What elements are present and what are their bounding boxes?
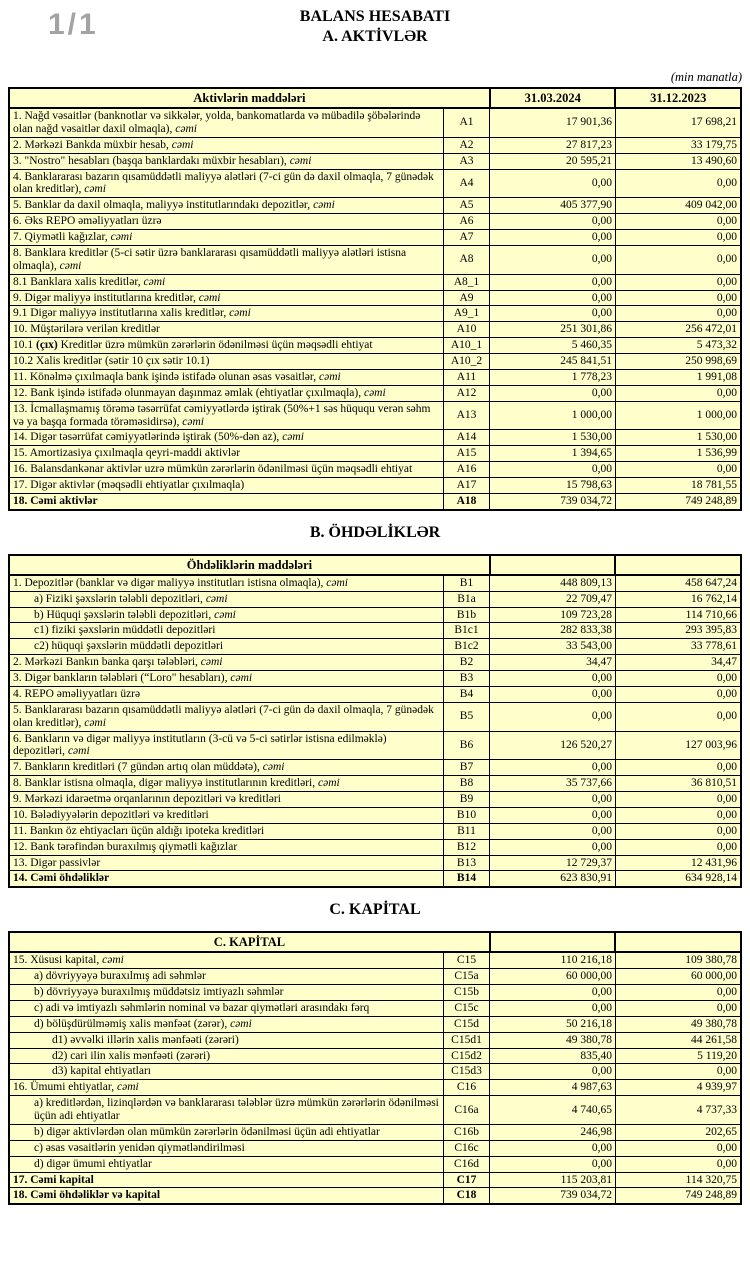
section-heading-1: B. ÖHDƏLİKLƏR — [309, 523, 441, 541]
table-row — [9, 446, 741, 462]
column-header-date1 — [490, 932, 616, 952]
row-code: A10_2 — [443, 354, 490, 370]
row-code: A11 — [443, 369, 490, 385]
report-title-line1: BALANS HESABATI — [299, 8, 451, 25]
row-value-31-12-2023: 33 179,75 — [615, 137, 741, 153]
row-label: 9.1 Digər maliyyə institutlarına xalis kreditlər, cəmi — [9, 306, 443, 322]
row-value-31-12-2023: 5 119,20 — [615, 1048, 741, 1064]
row-value-31-12-2023: 1 536,99 — [615, 446, 741, 462]
row-label: 1. Nağd vəsaitlər (banknotlar və sikkələr, yolda, bankomatlarda və mübadilə şöbələrində olan nağd vəsaitlər daxil olmaqla), cəmi — [9, 108, 443, 137]
row-label: 3. Digər bankların tələbləri (“Loro" hesabları), cəmi — [9, 671, 443, 687]
row-label: 4. Banklararası bazarın qısamüddətli maliyyə alətləri (7-ci gün də daxil olmaqla, 7 günədək olan kreditlər), cəmi — [9, 169, 443, 198]
row-label: 8. Banklar istisna olmaqla, digər maliyyə institutlarının kreditləri, cəmi — [9, 776, 443, 792]
row-code: A13 — [443, 401, 490, 430]
row-value-31-12-2023: 114 710,66 — [615, 607, 741, 623]
table-row — [9, 1140, 741, 1156]
column-header-date2 — [615, 555, 741, 575]
row-value-31-12-2023: 0,00 — [615, 702, 741, 731]
row-value-31-03-2024: 0,00 — [490, 985, 616, 1001]
row-label: 10.2 Xalis kreditlər (sətir 10 çıx sətir 10.1) — [9, 354, 443, 370]
row-code: B8 — [443, 776, 490, 792]
row-code: C16c — [443, 1140, 490, 1156]
table-row — [9, 306, 741, 322]
table-row — [9, 137, 741, 153]
column-header-date1 — [490, 555, 616, 575]
column-header-date1: 31.03.2024 — [490, 88, 616, 108]
row-value-31-03-2024: 126 520,27 — [490, 731, 616, 760]
column-header-date2: 31.12.2023 — [615, 88, 741, 108]
row-value-31-03-2024: 448 809,13 — [490, 575, 616, 591]
row-value-31-03-2024: 246,98 — [490, 1124, 616, 1140]
row-code: C18 — [443, 1188, 490, 1204]
row-code: B13 — [443, 855, 490, 871]
row-code: B1c1 — [443, 623, 490, 639]
row-label: 7. Qiymətli kağızlar, cəmi — [9, 230, 443, 246]
row-code: A8_1 — [443, 274, 490, 290]
row-value-31-12-2023: 0,00 — [615, 760, 741, 776]
row-value-31-12-2023: 0,00 — [615, 792, 741, 808]
row-label: d) bölüşdürülməmiş xalis mənfəət (zərər), cəmi — [9, 1016, 443, 1032]
row-value-31-12-2023: 0,00 — [615, 1156, 741, 1172]
row-label: 9. Digər maliyyə institutlarına kreditlər, cəmi — [9, 290, 443, 306]
row-value-31-12-2023: 0,00 — [615, 1000, 741, 1016]
row-value-31-12-2023: 13 490,60 — [615, 153, 741, 169]
row-value-31-03-2024: 1 530,00 — [490, 430, 616, 446]
row-value-31-12-2023: 749 248,89 — [615, 1188, 741, 1204]
table-row — [9, 655, 741, 671]
row-value-31-12-2023: 749 248,89 — [615, 493, 741, 509]
row-label: 7. Bankların kreditləri (7 gündən artıq olan müddətə), cəmi — [9, 760, 443, 776]
row-label: 11. Bankın öz ehtiyacları üçün aldığı ipoteka kreditləri — [9, 823, 443, 839]
table-row — [9, 354, 741, 370]
row-value-31-03-2024: 0,00 — [490, 462, 616, 478]
table-row — [9, 1124, 741, 1140]
row-code: A10 — [443, 322, 490, 338]
row-value-31-12-2023: 18 781,55 — [615, 478, 741, 494]
row-value-31-03-2024: 15 798,63 — [490, 478, 616, 494]
row-value-31-12-2023: 409 042,00 — [615, 198, 741, 214]
row-value-31-03-2024: 110 216,18 — [490, 952, 616, 968]
row-code: C17 — [443, 1172, 490, 1188]
table-header-label: Öhdəliklərin maddələri — [9, 555, 490, 575]
table-row — [9, 1000, 741, 1016]
table-row — [9, 169, 741, 198]
row-value-31-12-2023: 0,00 — [615, 1064, 741, 1080]
table-row — [9, 493, 741, 509]
table-header-label: Aktivlərin maddələri — [9, 88, 490, 108]
row-value-31-03-2024: 739 034,72 — [490, 493, 616, 509]
row-value-31-12-2023: 36 810,51 — [615, 776, 741, 792]
row-code: A5 — [443, 198, 490, 214]
row-value-31-12-2023: 1 991,08 — [615, 369, 741, 385]
row-value-31-12-2023: 0,00 — [615, 1140, 741, 1156]
row-code: A7 — [443, 230, 490, 246]
row-label: 10.1 (çıx) Kreditlər üzrə mümkün zərərlərin ödənilməsi üçün məqsədli ehtiyat — [9, 338, 443, 354]
row-value-31-03-2024: 1 000,00 — [490, 401, 616, 430]
row-value-31-12-2023: 4 737,33 — [615, 1096, 741, 1125]
row-label: c) əsas vəsaitlərin yenidən qiymətləndirilməsi — [9, 1140, 443, 1156]
table-row — [9, 792, 741, 808]
row-value-31-03-2024: 0,00 — [490, 1156, 616, 1172]
row-label: 12. Bank işində istifadə olunmayan daşınmaz əmlak (ehtiyatlar çıxılmaqla), cəmi — [9, 385, 443, 401]
row-value-31-12-2023: 17 698,21 — [615, 108, 741, 137]
table-row — [9, 290, 741, 306]
row-label: 14. Cəmi öhdəliklər — [9, 871, 443, 887]
row-value-31-12-2023: 16 762,14 — [615, 591, 741, 607]
row-value-31-03-2024: 0,00 — [490, 169, 616, 198]
row-code: B14 — [443, 871, 490, 887]
table-row — [9, 430, 741, 446]
row-label: 17. Cəmi kapital — [9, 1172, 443, 1188]
table-row — [9, 245, 741, 274]
row-value-31-12-2023: 12 431,96 — [615, 855, 741, 871]
row-label: 13. Digər passivlər — [9, 855, 443, 871]
row-label: 16. Ümumi ehtiyatlar, cəmi — [9, 1080, 443, 1096]
row-label: 18. Cəmi aktivlər — [9, 493, 443, 509]
row-label: b) dövriyyəyə buraxılmış müddətsiz imtiyazlı səhmlər — [9, 985, 443, 1001]
row-value-31-12-2023: 0,00 — [615, 290, 741, 306]
row-value-31-03-2024: 4 987,63 — [490, 1080, 616, 1096]
row-value-31-03-2024: 34,47 — [490, 655, 616, 671]
table-row — [9, 230, 741, 246]
row-label: 15. Amortizasiya çıxılmaqla qeyri-maddi aktivlər — [9, 446, 443, 462]
table-row — [9, 760, 741, 776]
report-title-line2: A. AKTİVLƏR — [322, 27, 428, 45]
row-code: B7 — [443, 760, 490, 776]
table-row — [9, 462, 741, 478]
row-value-31-03-2024: 0,00 — [490, 702, 616, 731]
row-value-31-03-2024: 0,00 — [490, 245, 616, 274]
row-label: c2) hüquqi şəxslərin müddətli depozitləri — [9, 639, 443, 655]
row-value-31-12-2023: 0,00 — [615, 169, 741, 198]
row-value-31-12-2023: 634 928,14 — [615, 871, 741, 887]
row-label: 8.1 Banklara xalis kreditlər, cəmi — [9, 274, 443, 290]
page-indicator: 1/1 — [48, 8, 99, 41]
row-code: C16 — [443, 1080, 490, 1096]
row-value-31-03-2024: 0,00 — [490, 686, 616, 702]
table-row — [9, 807, 741, 823]
row-label: 6. Əks REPO əməliyyatları üzrə — [9, 214, 443, 230]
row-label: 3. "Nostro" hesabları (başqa banklardakı müxbir hesabları), cəmi — [9, 153, 443, 169]
row-value-31-12-2023: 109 380,78 — [615, 952, 741, 968]
row-value-31-12-2023: 34,47 — [615, 655, 741, 671]
row-code: A10_1 — [443, 338, 490, 354]
row-value-31-03-2024: 0,00 — [490, 839, 616, 855]
row-label: 10. Bələdiyyələrin depozitləri və kreditləri — [9, 807, 443, 823]
table-row — [9, 952, 741, 968]
table-row — [9, 1016, 741, 1032]
row-label: d) digər ümumi ehtiyatlar — [9, 1156, 443, 1172]
table-row — [9, 1064, 741, 1080]
row-code: B11 — [443, 823, 490, 839]
row-value-31-03-2024: 27 817,23 — [490, 137, 616, 153]
table-row — [9, 1080, 741, 1096]
table-row — [9, 1188, 741, 1204]
row-label: c) adi və imtiyazlı səhmlərin nominal və bazar qiymətləri arasındakı fərq — [9, 1000, 443, 1016]
row-value-31-03-2024: 109 723,28 — [490, 607, 616, 623]
row-value-31-12-2023: 1 000,00 — [615, 401, 741, 430]
row-label: 11. Könəlmə çıxılmaqla bank işində istifadə olunan əsas vəsaitlər, cəmi — [9, 369, 443, 385]
row-value-31-12-2023: 44 261,58 — [615, 1032, 741, 1048]
table-row — [9, 385, 741, 401]
row-value-31-03-2024: 0,00 — [490, 230, 616, 246]
table-row — [9, 108, 741, 137]
row-value-31-12-2023: 60 000,00 — [615, 969, 741, 985]
row-code: C15a — [443, 969, 490, 985]
row-label: c1) fiziki şəxslərin müddətli depozitləri — [9, 623, 443, 639]
balance-table-0 — [8, 87, 742, 511]
row-label: 13. İcmallaşmamış törəmə təsərrüfat cəmiyyətlərdə iştirak (50%+1 səs hüququ verən səhm və ya başqa formada törəməsidirsə), cəmi — [9, 401, 443, 430]
table-row — [9, 1156, 741, 1172]
table-row — [9, 776, 741, 792]
table-row — [9, 369, 741, 385]
row-code: B1b — [443, 607, 490, 623]
table-header-row — [9, 88, 741, 108]
row-code: A16 — [443, 462, 490, 478]
row-value-31-03-2024: 0,00 — [490, 214, 616, 230]
table-row — [9, 214, 741, 230]
row-code: B2 — [443, 655, 490, 671]
row-value-31-03-2024: 5 460,35 — [490, 338, 616, 354]
row-value-31-03-2024: 1 394,65 — [490, 446, 616, 462]
row-label: 2. Mərkəzi Bankda müxbir hesab, cəmi — [9, 137, 443, 153]
column-header-date2 — [615, 932, 741, 952]
row-label: 15. Xüsusi kapital, cəmi — [9, 952, 443, 968]
table-row — [9, 969, 741, 985]
row-code: B6 — [443, 731, 490, 760]
row-value-31-03-2024: 835,40 — [490, 1048, 616, 1064]
row-code: A3 — [443, 153, 490, 169]
row-value-31-12-2023: 127 003,96 — [615, 731, 741, 760]
row-label: 10. Müştərilərə verilən kreditlər — [9, 322, 443, 338]
table-row — [9, 702, 741, 731]
row-code: C16b — [443, 1124, 490, 1140]
row-label: 18. Cəmi öhdəliklər və kapital — [9, 1188, 443, 1204]
row-code: C15d — [443, 1016, 490, 1032]
row-value-31-12-2023: 49 380,78 — [615, 1016, 741, 1032]
row-value-31-03-2024: 49 380,78 — [490, 1032, 616, 1048]
row-value-31-12-2023: 4 939,97 — [615, 1080, 741, 1096]
table-header-row — [9, 555, 741, 575]
row-value-31-12-2023: 0,00 — [615, 839, 741, 855]
row-value-31-03-2024: 115 203,81 — [490, 1172, 616, 1188]
row-code: A2 — [443, 137, 490, 153]
row-value-31-12-2023: 1 530,00 — [615, 430, 741, 446]
row-code: A4 — [443, 169, 490, 198]
row-code: B12 — [443, 839, 490, 855]
report-body — [8, 87, 742, 1205]
table-row — [9, 1172, 741, 1188]
row-value-31-12-2023: 458 647,24 — [615, 575, 741, 591]
table-row — [9, 731, 741, 760]
table-row — [9, 839, 741, 855]
row-value-31-03-2024: 12 729,37 — [490, 855, 616, 871]
row-value-31-03-2024: 50 216,18 — [490, 1016, 616, 1032]
table-row — [9, 322, 741, 338]
row-code: B5 — [443, 702, 490, 731]
row-code: A18 — [443, 493, 490, 509]
row-value-31-03-2024: 0,00 — [490, 290, 616, 306]
section-heading-2: C. KAPİTAL — [329, 901, 421, 919]
row-label: a) kreditlərdən, lizinqlərdən və banklararası tələblər üzrə mümkün zərərlərin ödənilməsi üçün adi ehtiyatlar — [9, 1096, 443, 1125]
table-row — [9, 478, 741, 494]
table-row — [9, 686, 741, 702]
row-label: 5. Banklar da daxil olmaqla, maliyyə institutlarındakı depozitlər, cəmi — [9, 198, 443, 214]
row-label: 4. REPO əməliyyatları üzrə — [9, 686, 443, 702]
row-value-31-03-2024: 0,00 — [490, 1064, 616, 1080]
row-code: A17 — [443, 478, 490, 494]
table-row — [9, 575, 741, 591]
row-value-31-03-2024: 0,00 — [490, 1140, 616, 1156]
row-value-31-12-2023: 256 472,01 — [615, 322, 741, 338]
row-code: B1a — [443, 591, 490, 607]
row-label: 17. Digər aktivlər (məqsədli ehtiyatlar çıxılmaqla) — [9, 478, 443, 494]
row-value-31-03-2024: 0,00 — [490, 671, 616, 687]
row-value-31-03-2024: 35 737,66 — [490, 776, 616, 792]
row-value-31-03-2024: 4 740,65 — [490, 1096, 616, 1125]
row-value-31-12-2023: 0,00 — [615, 230, 741, 246]
row-label: a) Fiziki şəxslərin tələbli depozitləri, cəmi — [9, 591, 443, 607]
table-row — [9, 639, 741, 655]
row-value-31-12-2023: 0,00 — [615, 462, 741, 478]
row-label: 14. Digər təsərrüfat cəmiyyətlərində iştirak (50%-dən az), cəmi — [9, 430, 443, 446]
row-code: A6 — [443, 214, 490, 230]
balance-table-1 — [8, 554, 742, 889]
row-value-31-03-2024: 282 833,38 — [490, 623, 616, 639]
row-code: B10 — [443, 807, 490, 823]
table-row — [9, 823, 741, 839]
row-value-31-03-2024: 17 901,36 — [490, 108, 616, 137]
table-row — [9, 871, 741, 887]
table-row — [9, 338, 741, 354]
table-row — [9, 591, 741, 607]
table-row — [9, 401, 741, 430]
row-code: C15d2 — [443, 1048, 490, 1064]
row-code: B1c2 — [443, 639, 490, 655]
row-code: C15c — [443, 1000, 490, 1016]
row-label: 6. Bankların və digər maliyyə institutların (3-cü və 5-ci sətirlər istisna edilməklə) depozitləri, cəmi — [9, 731, 443, 760]
table-header-label: C. KAPİTAL — [9, 932, 490, 952]
table-row — [9, 671, 741, 687]
row-code: B3 — [443, 671, 490, 687]
row-code: B9 — [443, 792, 490, 808]
row-label: 8. Banklara kreditlər (5-ci sətir üzrə banklararası qısamüddətli maliyyə alətləri istisna olmaqla), cəmi — [9, 245, 443, 274]
balance-table-2 — [8, 931, 742, 1205]
row-value-31-12-2023: 5 473,32 — [615, 338, 741, 354]
row-value-31-12-2023: 0,00 — [615, 245, 741, 274]
row-value-31-03-2024: 251 301,86 — [490, 322, 616, 338]
row-label: d3) kapital ehtiyatları — [9, 1064, 443, 1080]
table-row — [9, 198, 741, 214]
row-code: A9 — [443, 290, 490, 306]
row-label: 1. Depozitlər (banklar və digər maliyyə institutları istisna olmaqla), cəmi — [9, 575, 443, 591]
row-label: a) dövriyyəyə buraxılmış adi səhmlər — [9, 969, 443, 985]
table-row — [9, 607, 741, 623]
row-code: B4 — [443, 686, 490, 702]
table-row — [9, 1032, 741, 1048]
row-value-31-12-2023: 0,00 — [615, 985, 741, 1001]
row-code: A14 — [443, 430, 490, 446]
row-code: A1 — [443, 108, 490, 137]
row-value-31-03-2024: 20 595,21 — [490, 153, 616, 169]
row-value-31-12-2023: 114 320,75 — [615, 1172, 741, 1188]
report-title — [0, 0, 750, 46]
row-label: 16. Balansdankənar aktivlər uzrə mümkün zərərlərin ödənilməsi üçün məqsədli ehtiyat — [9, 462, 443, 478]
row-value-31-03-2024: 60 000,00 — [490, 969, 616, 985]
row-value-31-03-2024: 33 543,00 — [490, 639, 616, 655]
row-code: C15d1 — [443, 1032, 490, 1048]
row-label: b) Hüquqi şəxslərin tələbli depozitləri, cəmi — [9, 607, 443, 623]
row-value-31-12-2023: 33 778,61 — [615, 639, 741, 655]
row-label: 5. Banklararası bazarın qısamüddətli maliyyə alətləri (7-ci gün də daxil olmaqla, 7 günədək olan kreditlər), cəmi — [9, 702, 443, 731]
row-value-31-12-2023: 0,00 — [615, 306, 741, 322]
row-value-31-03-2024: 623 830,91 — [490, 871, 616, 887]
row-label: 9. Mərkəzi idarəetmə orqanlarının depozitləri və kreditləri — [9, 792, 443, 808]
row-value-31-03-2024: 0,00 — [490, 760, 616, 776]
unit-note: (min manatla) — [670, 70, 742, 85]
row-label: 12. Bank tərəfindən buraxılmış qiymətli kağızlar — [9, 839, 443, 855]
row-value-31-03-2024: 245 841,51 — [490, 354, 616, 370]
table-row — [9, 985, 741, 1001]
row-value-31-03-2024: 0,00 — [490, 1000, 616, 1016]
table-row — [9, 274, 741, 290]
row-label: b) digər aktivlərdən olan mümkün zərərlərin ödənilməsi üçün adi ehtiyatlar — [9, 1124, 443, 1140]
row-code: A15 — [443, 446, 490, 462]
row-code: A8 — [443, 245, 490, 274]
row-value-31-12-2023: 202,65 — [615, 1124, 741, 1140]
row-value-31-03-2024: 739 034,72 — [490, 1188, 616, 1204]
row-code: A12 — [443, 385, 490, 401]
row-value-31-03-2024: 0,00 — [490, 823, 616, 839]
row-value-31-12-2023: 0,00 — [615, 214, 741, 230]
row-code: C16d — [443, 1156, 490, 1172]
row-value-31-03-2024: 0,00 — [490, 306, 616, 322]
row-value-31-12-2023: 293 395,83 — [615, 623, 741, 639]
table-row — [9, 1048, 741, 1064]
row-code: C15 — [443, 952, 490, 968]
row-value-31-03-2024: 1 778,23 — [490, 369, 616, 385]
row-value-31-03-2024: 0,00 — [490, 385, 616, 401]
row-value-31-12-2023: 0,00 — [615, 823, 741, 839]
table-row — [9, 623, 741, 639]
row-value-31-03-2024: 0,00 — [490, 274, 616, 290]
row-value-31-12-2023: 0,00 — [615, 807, 741, 823]
row-value-31-12-2023: 0,00 — [615, 385, 741, 401]
row-value-31-12-2023: 0,00 — [615, 686, 741, 702]
row-code: C15b — [443, 985, 490, 1001]
table-header-row — [9, 932, 741, 952]
row-value-31-03-2024: 22 709,47 — [490, 591, 616, 607]
row-label: 2. Mərkəzi Bankın banka qarşı tələbləri, cəmi — [9, 655, 443, 671]
table-row — [9, 153, 741, 169]
row-code: A9_1 — [443, 306, 490, 322]
row-value-31-03-2024: 405 377,90 — [490, 198, 616, 214]
row-code: C15d3 — [443, 1064, 490, 1080]
row-value-31-03-2024: 0,00 — [490, 792, 616, 808]
table-row — [9, 855, 741, 871]
row-value-31-12-2023: 0,00 — [615, 671, 741, 687]
row-label: d2) cari ilin xalis mənfəəti (zərəri) — [9, 1048, 443, 1064]
row-value-31-03-2024: 0,00 — [490, 807, 616, 823]
table-row — [9, 1096, 741, 1125]
row-code: C16a — [443, 1096, 490, 1125]
row-label: d1) əvvəlki illərin xalis mənfəəti (zərəri) — [9, 1032, 443, 1048]
row-code: B1 — [443, 575, 490, 591]
row-value-31-12-2023: 250 998,69 — [615, 354, 741, 370]
row-value-31-12-2023: 0,00 — [615, 274, 741, 290]
